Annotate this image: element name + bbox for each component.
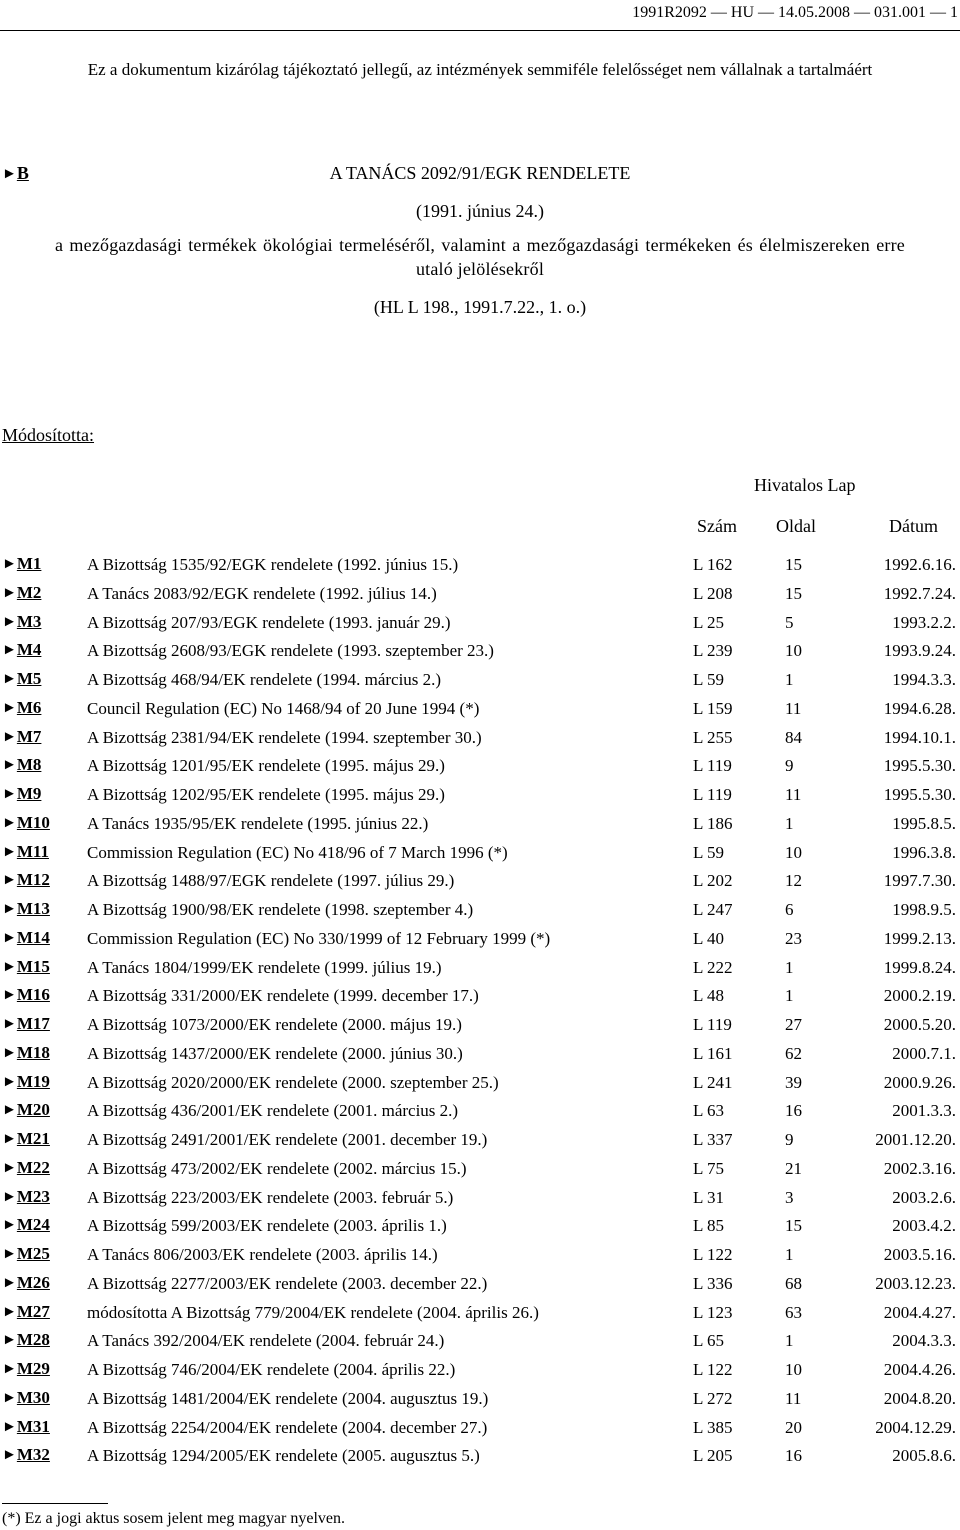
amendment-row [0,1299,960,1328]
amendment-date: 2000.2.19. [883,986,956,1006]
amendment-code[interactable]: M7 [16,726,42,746]
regulation-publication: (HL L 198., 1991.7.22., 1. o.) [373,297,587,317]
amendment-row [0,1356,960,1385]
amendment-description: A Bizottság 468/94/EK rendelete (1994. március 2.) [87,670,442,689]
right-triangle-icon: ► [2,584,17,601]
right-triangle-icon: ► [2,1102,17,1119]
amendment-row [0,1069,960,1098]
amendment-code[interactable]: M28 [16,1330,50,1350]
amendment-description: A Bizottság 1900/98/EK rendelete (1998. szeptember 4.) [87,900,474,919]
right-triangle-icon: ► [2,613,17,630]
amendment-row [0,724,960,753]
amendment-oj-number: L 48 [693,986,725,1006]
right-triangle-icon: ► [2,556,17,572]
amendment-page: 16 [785,1446,802,1466]
amendment-marker[interactable] [2,842,49,862]
amendment-marker[interactable] [2,1244,50,1264]
amendment-oj-number: L 337 [693,1130,733,1149]
amendment-code[interactable]: M12 [16,870,50,890]
amendment-code[interactable]: M26 [16,1272,50,1292]
amendment-oj-number: L 65 [693,1331,725,1351]
regulation-subject: a mezőgazdasági termékek ökológiai termeléséről, valamint a mezőgazdasági termékeken és élelmiszereken erre utaló jelölésekről [55,235,905,279]
amendment-date: 1993.2.2. [892,612,956,632]
amendment-row [0,1011,960,1040]
amendment-code[interactable]: M8 [16,755,42,775]
amendment-description: A Tanács 2083/92/EGK rendelete (1992. július 14.) [87,583,437,603]
amendment-row [0,1327,960,1356]
amendment-row [0,609,960,638]
amendment-date: 2002.3.16. [883,1158,956,1178]
amendment-date: 2001.12.20. [875,1130,956,1149]
amendment-row [0,1414,960,1443]
right-triangle-icon: ► [2,901,17,917]
disclaimer: Ez a dokumentum kizárólag tájékoztató jellegű, az intézmények semmiféle felelősséget nem vállalnak a tartalmáért [87,60,873,79]
right-triangle-icon: ► [2,814,17,831]
amendment-description: A Bizottság 2381/94/EK rendelete (1994. szeptember 30.) [87,727,482,747]
amendment-description: A Tanács 806/2003/EK rendelete (2003. április 14.) [87,1245,438,1264]
amendment-row [0,551,960,580]
amendment-page: 1 [785,957,794,977]
amendment-date: 2003.12.23. [875,1273,956,1293]
right-triangle-icon: ► [2,1332,17,1349]
amendment-date: 1993.9.24. [883,641,956,661]
header-rule [0,30,960,31]
amendment-oj-number: L 159 [693,698,733,718]
amendment-description: módosította A Bizottság 779/2004/EK rendelete (2004. április 26.) [87,1302,539,1322]
right-triangle-icon: ► [2,1016,17,1032]
right-triangle-icon: ► [2,786,17,802]
amendment-row [0,1040,960,1069]
amendment-page: 1 [785,1331,794,1351]
right-triangle-icon: ► [2,1447,17,1464]
amendment-oj-number: L 336 [693,1273,733,1293]
amendment-date: 2000.9.26. [883,1072,956,1092]
amendment-row [0,1212,960,1241]
amendment-page: 10 [785,1360,802,1379]
amendment-page: 39 [785,1072,802,1092]
amendment-date: 1995.5.30. [883,756,956,776]
amendment-marker[interactable] [2,755,41,775]
amendment-description: A Tanács 1935/95/EK rendelete (1995. június 22.) [87,813,429,833]
amendment-description: A Bizottság 207/93/EGK rendelete (1993. január 29.) [87,612,451,632]
amendment-oj-number: L 119 [693,785,732,804]
amendment-date: 2004.3.3. [892,1331,956,1351]
amendment-oj-number: L 222 [693,957,733,977]
amendment-row [0,666,960,695]
amendment-code[interactable]: M9 [16,784,42,803]
amendment-oj-number: L 122 [693,1245,733,1264]
amendment-marker[interactable] [2,1215,50,1235]
right-triangle-icon: ► [2,1303,17,1320]
amendment-date: 1999.8.24. [883,957,956,977]
amendment-oj-number: L 25 [693,612,725,632]
amendment-description: A Bizottság 1201/95/EK rendelete (1995. május 29.) [87,756,445,776]
amendment-date: 1997.7.30. [883,871,956,891]
amendment-marker[interactable] [2,899,50,919]
base-act-code[interactable]: B [16,163,29,183]
amendment-description: A Bizottság 2020/2000/EK rendelete (2000. szeptember 25.) [87,1072,499,1092]
amendment-marker[interactable] [2,957,50,977]
amendment-marker[interactable] [2,1129,50,1149]
amendment-date: 2004.12.29. [875,1417,956,1437]
amendment-description: A Bizottság 1488/97/EGK rendelete (1997. július 29.) [87,871,455,891]
amendment-marker[interactable] [2,554,41,574]
amendment-page: 1 [785,986,794,1006]
amendment-oj-number: L 85 [693,1216,725,1236]
amendment-code[interactable]: M6 [16,697,42,717]
right-triangle-icon: ► [2,1217,17,1234]
amendment-date: 2003.5.16. [883,1245,956,1264]
amendment-description: A Bizottság 473/2002/EK rendelete (2002. március 15.) [87,1158,467,1178]
right-triangle-icon: ► [2,958,17,975]
right-triangle-icon: ► [2,1188,17,1205]
right-triangle-icon: ► [2,1418,17,1435]
amendment-code[interactable]: M5 [16,669,42,688]
amendment-code[interactable]: M20 [16,1100,50,1120]
right-triangle-icon: ► [2,1361,17,1377]
amendment-marker[interactable] [2,1072,50,1092]
amendment-page: 15 [785,1216,802,1236]
amendment-oj-number: L 40 [693,928,725,948]
amendment-code[interactable]: M31 [16,1416,50,1436]
amendment-code[interactable]: M14 [16,927,50,947]
amendment-page: 3 [785,1187,794,1207]
right-triangle-icon: ► [2,872,17,889]
amendment-marker[interactable] [2,1330,50,1350]
right-triangle-icon: ► [2,757,17,774]
amendment-code[interactable]: M3 [16,611,42,631]
amendment-oj-number: L 63 [693,1101,725,1121]
footnote: (*) Ez a jogi aktus sosem jelent meg magyar nyelven. [2,1510,346,1527]
amendment-date: 1992.7.24. [883,583,956,603]
amendment-marker[interactable] [2,928,50,948]
amendment-page: 16 [785,1101,802,1121]
amendment-oj-number: L 272 [693,1388,733,1408]
amendment-description: A Bizottság 1073/2000/EK rendelete (2000. május 19.) [87,1015,462,1034]
amendment-description: Commission Regulation (EC) No 330/1999 of 12 February 1999 (*) [87,928,551,948]
amendment-row [0,1270,960,1299]
amendment-marker[interactable] [2,784,41,804]
amendment-row [0,781,960,810]
amendment-row [0,839,960,868]
amendment-oj-number: L 31 [693,1187,725,1207]
amendment-code[interactable]: M22 [16,1157,50,1177]
amendment-oj-number: L 186 [693,813,733,833]
amendment-page: 15 [785,555,802,574]
amendment-date: 2003.2.6. [892,1187,956,1207]
amendment-description: A Bizottság 2608/93/EGK rendelete (1993. szeptember 23.) [87,641,494,661]
right-triangle-icon: ► [2,699,17,716]
right-triangle-icon: ► [2,1389,17,1406]
amendment-marker[interactable] [2,813,50,833]
amendment-marker[interactable] [2,1158,50,1178]
amendment-page: 20 [785,1417,802,1437]
amendment-code[interactable]: M19 [16,1071,50,1091]
amendment-code[interactable]: M30 [16,1387,50,1407]
amendment-oj-number: L 202 [693,871,733,891]
right-triangle-icon: ► [2,1159,17,1176]
amendment-code[interactable]: M32 [16,1445,50,1465]
amendment-date: 2000.7.1. [892,1043,956,1063]
amendment-date: 1996.3.8. [892,842,956,862]
amendment-page: 11 [785,785,802,804]
amendment-oj-number: L 239 [693,641,733,661]
amendment-date: 1998.9.5. [892,900,956,919]
amendment-code[interactable]: M17 [16,1014,50,1033]
footnote-rule [2,1503,108,1504]
amendment-date: 2004.4.27. [883,1302,956,1322]
amendment-date: 1995.8.5. [892,813,956,833]
amendment-page: 10 [785,641,802,661]
amendment-marker[interactable] [2,698,41,718]
amendment-row [0,1184,960,1213]
amendment-page: 11 [785,698,802,718]
amendment-page: 27 [785,1015,802,1034]
amendment-oj-number: L 205 [693,1446,733,1466]
amendment-oj-number: L 385 [693,1417,733,1437]
amendment-code[interactable]: M10 [16,812,50,832]
amendment-date: 2004.8.20. [883,1388,956,1408]
amendment-description: A Bizottság 599/2003/EK rendelete (2003. április 1.) [87,1216,447,1236]
amendment-marker[interactable] [2,1417,50,1437]
amendment-page: 1 [785,1245,794,1264]
amendment-description: A Bizottság 2254/2004/EK rendelete (2004. december 27.) [87,1417,488,1437]
amendment-description: A Bizottság 2277/2003/EK rendelete (2003. december 22.) [87,1273,488,1293]
amendment-code[interactable]: M4 [16,640,42,660]
amendment-row [0,867,960,896]
amendment-code[interactable]: M23 [16,1186,50,1206]
amendment-page: 63 [785,1302,802,1322]
amendment-date: 2004.4.26. [883,1360,956,1379]
amendment-page: 1 [785,670,794,689]
official-journal-heading: Hivatalos Lap [754,475,856,495]
column-header-date: Dátum [889,516,938,536]
right-triangle-icon: ► [2,166,17,182]
amendment-date: 1994.6.28. [883,698,956,718]
amendment-marker[interactable] [2,612,41,632]
amendment-page: 5 [785,612,794,632]
amendment-code[interactable]: M21 [16,1129,50,1148]
amendment-description: A Bizottság 223/2003/EK rendelete (2003. február 5.) [87,1187,454,1207]
amendment-description: A Tanács 1804/1999/EK rendelete (1999. július 19.) [87,957,442,977]
amendment-row [0,1097,960,1126]
column-header-number: Szám [697,516,737,536]
amendment-marker[interactable] [2,1014,50,1034]
amendment-oj-number: L 208 [693,583,733,603]
right-triangle-icon: ► [2,1131,17,1147]
amendment-row [0,1241,960,1270]
amendment-marker[interactable] [2,1100,50,1120]
amendment-code[interactable]: M16 [16,985,50,1005]
amendment-page: 10 [785,842,802,862]
right-triangle-icon: ► [2,1073,17,1090]
amendment-marker[interactable] [2,640,41,660]
amendment-description: A Bizottság 746/2004/EK rendelete (2004. április 22.) [87,1360,456,1379]
amendment-description: A Bizottság 331/2000/EK rendelete (1999. december 17.) [87,986,479,1006]
amendment-description: A Bizottság 1437/2000/EK rendelete (2000. június 30.) [87,1043,463,1063]
amendment-description: Council Regulation (EC) No 1468/94 of 20 June 1994 (*) [87,698,480,718]
regulation-title: A TANÁCS 2092/91/EGK RENDELETE [329,163,631,183]
amendment-marker[interactable] [2,1302,50,1322]
amendment-marker[interactable] [2,1445,50,1465]
amendment-marker[interactable] [2,583,41,603]
amendment-oj-number: L 162 [693,555,733,574]
amendment-date: 1999.2.13. [883,928,956,948]
amendment-page: 15 [785,583,802,603]
amendment-description: A Tanács 392/2004/EK rendelete (2004. február 24.) [87,1331,445,1351]
amendment-marker[interactable] [2,669,41,689]
amendment-oj-number: L 122 [693,1360,733,1379]
amendment-page: 21 [785,1158,802,1178]
amendment-oj-number: L 119 [693,756,732,776]
amendment-marker[interactable] [2,1388,50,1408]
amendment-row [0,1385,960,1414]
amendment-date: 1995.5.30. [883,785,956,804]
amendment-marker[interactable] [2,1359,50,1379]
amendment-description: A Bizottság 1202/95/EK rendelete (1995. május 29.) [87,785,445,804]
amendment-page: 6 [785,900,794,919]
amendment-oj-number: L 123 [693,1302,733,1322]
amendment-oj-number: L 75 [693,1158,725,1178]
amendment-page: 23 [785,928,802,948]
amendment-date: 1992.6.16. [883,555,956,574]
right-triangle-icon: ► [2,929,17,946]
amendment-row [0,810,960,839]
amendment-description: A Bizottság 1535/92/EGK rendelete (1992. június 15.) [87,555,459,574]
amendment-oj-number: L 59 [693,670,725,689]
amendment-page: 9 [785,756,794,776]
amendment-page: 62 [785,1043,802,1063]
celex-reference: 1991R2092 — HU — 14.05.2008 — 031.001 — 1 [632,4,958,21]
amendment-description: A Bizottság 1481/2004/EK rendelete (2004. augusztus 19.) [87,1388,489,1408]
amendment-oj-number: L 241 [693,1072,733,1092]
amendment-code[interactable]: M18 [16,1042,50,1062]
amendment-page: 1 [785,813,794,833]
amendment-row [0,580,960,609]
right-triangle-icon: ► [2,843,17,860]
amendment-marker[interactable] [2,727,41,747]
amendment-marker[interactable] [2,985,50,1005]
amendment-date: 1994.10.1. [883,727,956,747]
amendment-oj-number: L 119 [693,1015,732,1034]
amendment-code[interactable]: M1 [16,554,42,573]
amendment-code[interactable]: M15 [16,956,50,976]
amendment-date: 1994.3.3. [892,670,956,689]
right-triangle-icon: ► [2,642,17,659]
amendment-row [0,982,960,1011]
right-triangle-icon: ► [2,1274,17,1291]
amendment-oj-number: L 59 [693,842,725,862]
amendment-row [0,1155,960,1184]
amendment-page: 12 [785,871,802,891]
amendment-marker[interactable] [2,870,50,890]
amendment-marker[interactable] [2,1043,50,1063]
amendment-description: A Bizottság 1294/2005/EK rendelete (2005. augusztus 5.) [87,1446,480,1466]
amendment-code[interactable]: M27 [16,1301,50,1321]
right-triangle-icon: ► [2,987,17,1004]
amendment-date: 2001.3.3. [892,1101,956,1121]
amendment-description: A Bizottság 2491/2001/EK rendelete (2001. december 19.) [87,1130,488,1149]
column-header-page: Oldal [776,516,816,536]
amendment-code[interactable]: M2 [16,582,42,602]
amendment-oj-number: L 247 [693,900,733,919]
amendments-list [0,551,960,1471]
amendment-code[interactable]: M25 [16,1244,50,1263]
amendment-marker[interactable] [2,1273,50,1293]
amendment-row [0,1126,960,1155]
amendment-code[interactable]: M13 [16,899,50,918]
amendment-date: 2000.5.20. [883,1015,956,1034]
amended-by-label: Módosította: [2,425,95,445]
amendment-oj-number: L 161 [693,1043,733,1063]
amendment-row [0,695,960,724]
right-triangle-icon: ► [2,671,17,687]
right-triangle-icon: ► [2,728,17,745]
amendment-page: 68 [785,1273,802,1293]
amendment-date: 2005.8.6. [892,1446,956,1466]
amendment-row [0,637,960,666]
amendment-description: Commission Regulation (EC) No 418/96 of 7 March 1996 (*) [87,842,508,862]
amendment-code[interactable]: M11 [16,841,49,861]
amendment-code[interactable]: M24 [16,1215,50,1235]
amendment-page: 11 [785,1388,802,1408]
amendment-marker[interactable] [2,1187,50,1207]
amendment-row [0,925,960,954]
amendment-description: A Bizottság 436/2001/EK rendelete (2001. március 2.) [87,1101,459,1121]
amendment-oj-number: L 255 [693,727,733,747]
right-triangle-icon: ► [2,1044,17,1061]
amendment-date: 2003.4.2. [892,1216,956,1236]
amendment-page: 9 [785,1130,794,1149]
right-triangle-icon: ► [2,1246,17,1262]
amendment-row [0,1442,960,1471]
amendment-code[interactable]: M29 [16,1359,50,1378]
amendment-row [0,954,960,983]
regulation-date: (1991. június 24.) [416,201,544,221]
amendment-row [0,752,960,781]
amendment-page: 84 [785,727,802,747]
amendment-row [0,896,960,925]
